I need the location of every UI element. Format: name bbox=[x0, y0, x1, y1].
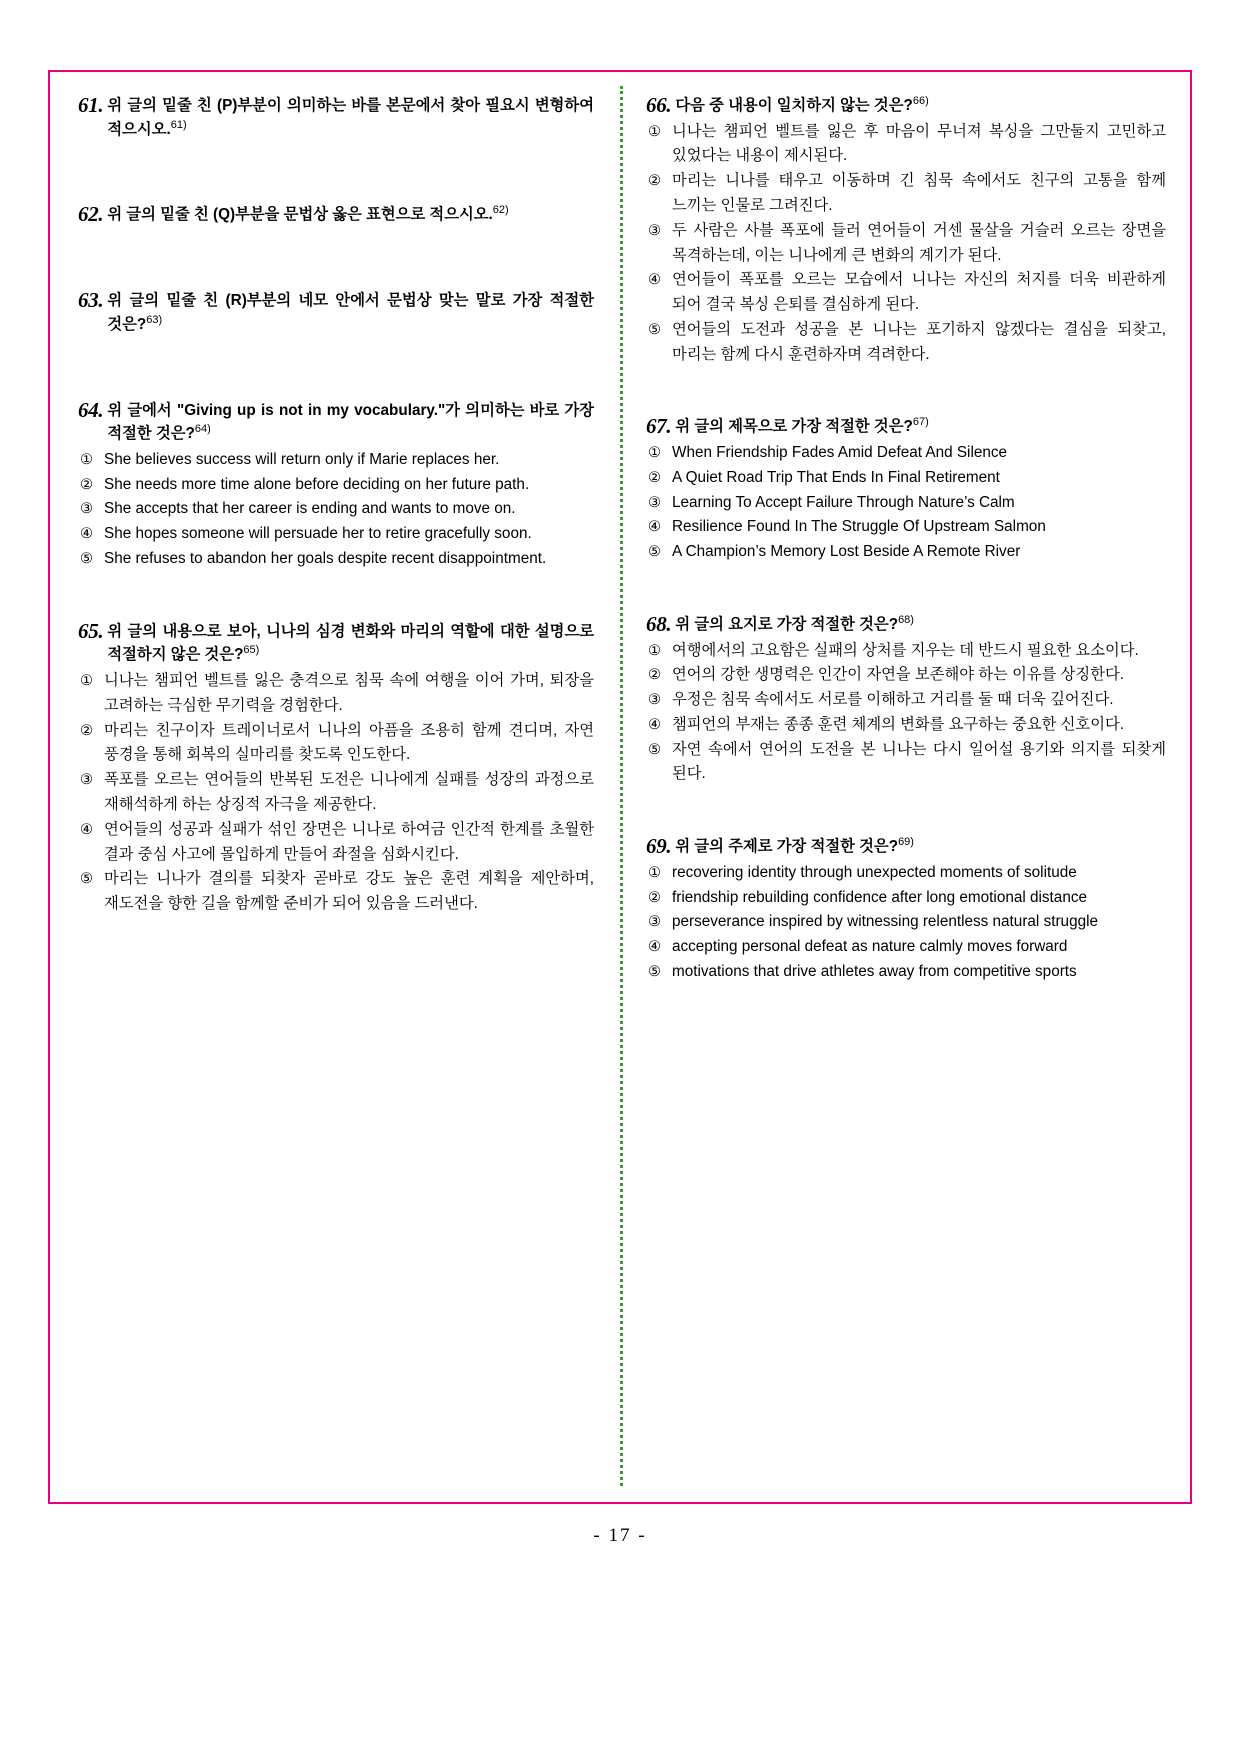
choice-option[interactable] bbox=[648, 663, 1166, 688]
choice-text: A Champion’s Memory Lost Beside A Remote River bbox=[672, 543, 1021, 561]
question-69-footnote: 69) bbox=[898, 836, 914, 849]
right-column bbox=[620, 94, 1176, 1492]
question-61-stem-text: 위 글의 밑줄 친 (P)부분이 의미하는 바를 본문에서 찾아 필요시 변형하여 적으시오. bbox=[107, 97, 594, 138]
question-61-number: 61. bbox=[78, 93, 104, 117]
choice-option[interactable] bbox=[80, 448, 594, 473]
question-63-header bbox=[78, 289, 594, 336]
choice-option[interactable] bbox=[648, 935, 1166, 960]
question-64-header bbox=[78, 399, 594, 446]
choice-marker: ③ bbox=[648, 222, 661, 239]
question-63-stem bbox=[107, 289, 594, 336]
question-61-footnote: 61) bbox=[170, 118, 187, 131]
question-62-stem bbox=[107, 203, 594, 227]
choice-marker: ④ bbox=[80, 526, 93, 543]
choice-text: 연어들의 도전과 성공을 본 니나는 포기하지 않겠다는 결심을 되찾고, 마리는 함께 다시 훈련하자며 격려한다. bbox=[672, 320, 1166, 363]
choice-text: accepting personal defeat as nature calmly moves forward bbox=[672, 938, 1068, 956]
question-67-stem bbox=[675, 415, 1166, 439]
choice-text: 마리는 니나를 태우고 이동하며 긴 침묵 속에서도 친구의 고통을 함께 느끼는 인물로 그려진다. bbox=[672, 172, 1166, 214]
choice-marker: ⑤ bbox=[648, 321, 661, 338]
choice-marker: ⑤ bbox=[80, 550, 93, 567]
choice-text: 연어의 강한 생명력은 인간이 자연을 보존해야 하는 이유를 상징한다. bbox=[672, 666, 1125, 684]
choice-option[interactable] bbox=[80, 547, 594, 572]
question-62-stem-text: 위 글의 밑줄 친 (Q)부분을 문법상 옳은 표현으로 적으시오. bbox=[107, 206, 493, 224]
question-69-number: 69. bbox=[646, 834, 672, 859]
question-67-stem-text: 위 글의 제목으로 가장 적절한 것은? bbox=[675, 418, 913, 436]
choice-text: A Quiet Road Trip That Ends In Final Retirement bbox=[672, 468, 1000, 486]
choice-marker: ④ bbox=[648, 272, 661, 289]
page-number: - 17 - bbox=[593, 1525, 647, 1546]
question-62 bbox=[78, 203, 594, 227]
choice-text: 우정은 침묵 속에서도 서로를 이해하고 거리를 둘 때 더욱 깊어진다. bbox=[672, 691, 1114, 709]
question-67 bbox=[646, 415, 1166, 565]
choice-text: 니나는 챔피언 벨트를 잃은 후 마음이 무너져 복싱을 그만둘지 고민하고 있었다는 내용이 제시된다. bbox=[672, 122, 1166, 165]
choice-text: 마리는 니나가 결의를 되찾자 곧바로 강도 높은 훈련 계획을 제안하며, 재도전을 향한 길을 함께할 준비가 되어 있음을 드러낸다. bbox=[104, 870, 594, 913]
choice-option[interactable] bbox=[648, 861, 1166, 886]
spacer bbox=[78, 572, 594, 620]
spacer bbox=[78, 337, 594, 399]
question-67-choices bbox=[646, 441, 1166, 565]
choice-marker: ① bbox=[80, 673, 93, 690]
choice-marker: ④ bbox=[80, 821, 93, 838]
spacer bbox=[78, 227, 594, 289]
choice-option[interactable] bbox=[648, 515, 1166, 540]
question-61-header bbox=[78, 94, 594, 141]
choice-text: friendship rebuilding confidence after long emotional distance bbox=[672, 888, 1087, 906]
question-67-header bbox=[646, 415, 1166, 439]
question-66 bbox=[646, 94, 1166, 367]
question-63-number: 63. bbox=[78, 288, 104, 313]
choice-text: 마리는 친구이자 트레이너로서 니나의 아픔을 조용히 함께 견디며, 자연 풍경을 통해 회복의 실마리를 찾도록 인도한다. bbox=[104, 721, 594, 764]
choice-marker: ⑤ bbox=[648, 963, 661, 980]
choice-text: When Friendship Fades Amid Defeat And Silence bbox=[672, 444, 1008, 462]
choice-text: 자연 속에서 연어의 도전을 본 니나는 다시 일어설 용기와 의지를 되찾게 된다. bbox=[672, 740, 1166, 783]
choice-option[interactable] bbox=[80, 818, 594, 868]
choice-marker: ① bbox=[648, 123, 661, 140]
question-65-stem bbox=[107, 620, 594, 667]
question-61 bbox=[78, 94, 594, 141]
choice-marker: ① bbox=[648, 642, 661, 659]
choice-marker: ② bbox=[80, 722, 93, 739]
choice-marker: ② bbox=[648, 173, 661, 190]
question-65 bbox=[78, 620, 594, 917]
choice-marker: ① bbox=[648, 445, 661, 462]
question-62-header bbox=[78, 203, 594, 227]
question-64-footnote: 64) bbox=[194, 423, 211, 436]
choice-option[interactable] bbox=[648, 268, 1166, 318]
spacer bbox=[646, 367, 1166, 415]
question-65-stem-text: 위 글의 내용으로 보아, 니나의 심경 변화와 마리의 역할에 대한 설명으로 적절하지 않은 것은? bbox=[107, 622, 594, 664]
question-69 bbox=[646, 835, 1166, 985]
worksheet-body bbox=[50, 72, 1190, 1502]
choice-option[interactable] bbox=[648, 491, 1166, 516]
question-65-footnote: 65) bbox=[243, 644, 260, 657]
question-68-header bbox=[646, 613, 1166, 637]
choice-marker: ① bbox=[80, 451, 93, 468]
question-62-number: 62. bbox=[78, 202, 104, 227]
question-69-stem-text: 위 글의 주제로 가장 적절한 것은? bbox=[675, 838, 899, 856]
choice-option[interactable] bbox=[648, 713, 1166, 738]
choice-text: 연어들의 성공과 실패가 섞인 장면은 니나로 하여금 인간적 한계를 초월한 결과 중심 사고에 몰입하게 만들어 좌절을 심화시킨다. bbox=[104, 820, 594, 863]
choice-option[interactable] bbox=[648, 639, 1166, 664]
choice-marker: ② bbox=[80, 476, 93, 493]
choice-marker: ③ bbox=[80, 501, 93, 518]
choice-text: She needs more time alone before deciding on her future path. bbox=[104, 475, 530, 493]
question-68-number: 68. bbox=[646, 611, 672, 636]
spacer bbox=[646, 565, 1166, 613]
question-66-stem-text: 다음 중 내용이 일치하지 않는 것은? bbox=[675, 97, 913, 114]
choice-marker: ③ bbox=[648, 494, 661, 511]
question-66-stem bbox=[675, 94, 1166, 118]
choice-option[interactable] bbox=[648, 120, 1166, 170]
question-69-stem bbox=[675, 835, 1166, 859]
choice-option[interactable] bbox=[80, 719, 594, 769]
question-68-choices bbox=[646, 639, 1166, 788]
choice-option[interactable] bbox=[648, 169, 1166, 219]
question-69-choices bbox=[646, 861, 1166, 985]
choice-marker: ② bbox=[648, 889, 661, 906]
question-68-stem bbox=[675, 613, 1166, 637]
choice-option[interactable] bbox=[648, 738, 1166, 788]
choice-text: recovering identity through unexpected moments of solitude bbox=[672, 863, 1077, 881]
choice-marker: ④ bbox=[648, 939, 661, 956]
choice-option[interactable] bbox=[80, 669, 594, 719]
question-62-footnote: 62) bbox=[492, 204, 509, 217]
choice-text: 두 사람은 사블 폭포에 들러 연어들이 거센 물살을 거슬러 오르는 장면을 목격하는데, 이는 니나에게 큰 변화의 계기가 된다. bbox=[672, 221, 1166, 264]
question-66-choices bbox=[646, 120, 1166, 368]
question-68-stem-text: 위 글의 요지로 가장 적절한 것은? bbox=[675, 615, 899, 633]
choice-option[interactable] bbox=[80, 768, 594, 818]
question-63 bbox=[78, 289, 594, 336]
choice-marker: ⑤ bbox=[648, 544, 661, 561]
question-67-footnote: 67) bbox=[912, 416, 929, 429]
question-68 bbox=[646, 613, 1166, 787]
spacer bbox=[646, 787, 1166, 835]
question-65-header bbox=[78, 620, 594, 667]
question-65-choices bbox=[78, 669, 594, 917]
choice-option[interactable] bbox=[648, 540, 1166, 565]
choice-option[interactable] bbox=[648, 219, 1166, 269]
choice-marker: ⑤ bbox=[80, 871, 93, 888]
choice-text: 챔피언의 부재는 종종 훈련 체계의 변화를 요구하는 중요한 신호이다. bbox=[672, 715, 1125, 733]
choice-marker: ③ bbox=[80, 772, 93, 789]
question-64 bbox=[78, 399, 594, 572]
question-69-header bbox=[646, 835, 1166, 859]
choice-marker: ⑤ bbox=[648, 741, 661, 758]
choice-option[interactable] bbox=[648, 688, 1166, 713]
choice-text: She believes success will return only if Marie replaces her. bbox=[104, 450, 500, 468]
question-64-choices bbox=[78, 448, 594, 572]
choice-text: 여행에서의 고요함은 실패의 상처를 지우는 데 반드시 필요한 요소이다. bbox=[672, 641, 1139, 659]
question-64-number: 64. bbox=[78, 397, 104, 422]
choice-option[interactable] bbox=[648, 960, 1166, 985]
question-66-header bbox=[646, 94, 1166, 118]
worksheet-page-frame bbox=[48, 70, 1192, 1504]
choice-text: perseverance inspired by witnessing relentless natural struggle bbox=[672, 913, 1098, 931]
question-68-footnote: 68) bbox=[898, 613, 914, 626]
choice-option[interactable] bbox=[648, 910, 1166, 935]
choice-option[interactable] bbox=[80, 473, 594, 498]
question-63-footnote: 63) bbox=[146, 313, 163, 326]
choice-text: Learning To Accept Failure Through Nature’s Calm bbox=[672, 493, 1015, 511]
choice-option[interactable] bbox=[648, 441, 1166, 466]
question-66-number: 66. bbox=[646, 93, 672, 117]
question-65-number: 65. bbox=[78, 618, 104, 643]
choice-marker: ② bbox=[648, 469, 661, 486]
choice-marker: ① bbox=[648, 864, 661, 881]
choice-option[interactable] bbox=[80, 522, 594, 547]
question-64-stem-text: 위 글에서 "Giving up is not in my vocabulary."가 의미하는 바로 가장 적절한 것은? bbox=[107, 401, 594, 443]
choice-option[interactable] bbox=[648, 318, 1166, 368]
question-66-footnote: 66) bbox=[912, 94, 929, 107]
choice-marker: ③ bbox=[648, 692, 661, 709]
spacer bbox=[78, 141, 594, 203]
choice-text: 폭포를 오르는 연어들의 반복된 도전은 니나에게 실패를 성장의 과정으로 재해석하게 하는 상징적 자극을 제공한다. bbox=[104, 771, 594, 813]
choice-option[interactable] bbox=[648, 886, 1166, 911]
left-column bbox=[64, 94, 620, 1492]
question-64-stem bbox=[107, 399, 594, 446]
choice-text: Resilience Found In The Struggle Of Upstream Salmon bbox=[672, 518, 1046, 536]
choice-marker: ④ bbox=[648, 519, 661, 536]
choice-marker: ③ bbox=[648, 914, 661, 931]
choice-marker: ④ bbox=[648, 716, 661, 733]
choice-text: She accepts that her career is ending and wants to move on. bbox=[104, 500, 516, 518]
choice-option[interactable] bbox=[648, 466, 1166, 491]
choice-option[interactable] bbox=[80, 497, 594, 522]
choice-marker: ② bbox=[648, 667, 661, 684]
choice-text: She refuses to abandon her goals despite recent disappointment. bbox=[104, 549, 547, 567]
choice-text: 니나는 챔피언 벨트를 잃은 충격으로 침묵 속에 여행을 이어 가며, 퇴장을 고려하는 극심한 무기력을 경험한다. bbox=[104, 672, 594, 714]
question-67-number: 67. bbox=[646, 414, 672, 439]
choice-text: She hopes someone will persuade her to retire gracefully soon. bbox=[104, 525, 532, 543]
choice-text: motivations that drive athletes away from competitive sports bbox=[672, 962, 1077, 980]
question-61-stem bbox=[107, 94, 594, 141]
choice-text: 연어들이 폭포를 오르는 모습에서 니나는 자신의 처지를 더욱 비관하게 되어 결국 복싱 은퇴를 결심하게 된다. bbox=[672, 271, 1166, 314]
question-63-stem-text: 위 글의 밑줄 친 (R)부분의 네모 안에서 문법상 맞는 말로 가장 적절한 것은? bbox=[107, 292, 594, 333]
choice-option[interactable] bbox=[80, 867, 594, 917]
